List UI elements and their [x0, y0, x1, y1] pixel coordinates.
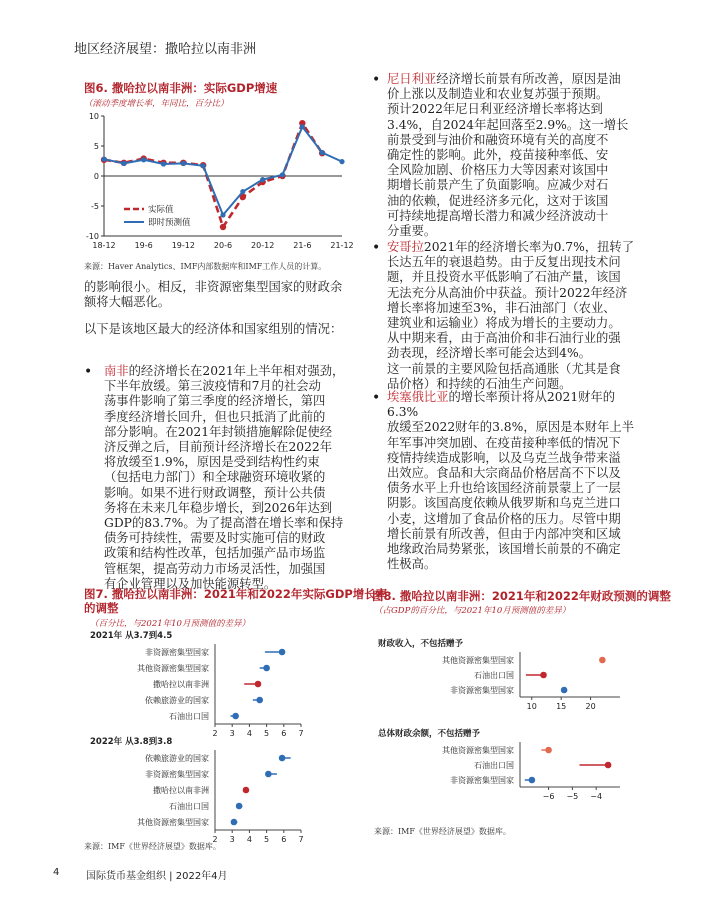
- data-point: [300, 124, 305, 129]
- point-marker: [279, 755, 286, 762]
- text-line: 期增长前景产生了负面影响。应减少对石: [387, 178, 609, 193]
- fig8-title: 图8. 撒哈拉以南非洲：2021年和2022年财政预测的调整: [372, 589, 671, 603]
- panel-title: 2022年 从3.8到3.8: [90, 737, 173, 747]
- fig7-subtitle: （百分比，与2021年10月预测值的差异）: [90, 619, 250, 629]
- x-tick-label: 21-6: [293, 241, 312, 250]
- x-tick-label: 20-12: [251, 241, 275, 250]
- text-line: 品价格）和持续的石油生产问题。: [387, 376, 572, 391]
- x-tick-label: 18-12: [92, 241, 116, 250]
- text-line: 债务水平上升也给该国经济前景蒙上了一层: [387, 481, 621, 496]
- data-point: [181, 161, 186, 166]
- text-line: 济反弹之后，目前预计经济增长在2022年: [104, 440, 333, 455]
- panel-title: 2021年 从3.7到4.5: [90, 631, 173, 641]
- point-marker: [236, 803, 243, 810]
- point-marker: [231, 819, 238, 826]
- point-marker: [529, 777, 536, 784]
- y-tick-label: 0: [93, 172, 99, 181]
- text-line: 预计2022年尼日利亚经济增长率将达到: [387, 102, 603, 117]
- bullet-angola-text: [387, 240, 634, 391]
- data-point: [260, 177, 265, 182]
- x-tick-label: 20: [585, 702, 596, 711]
- country-name-south-africa: 南非: [104, 364, 129, 378]
- data-point: [240, 189, 245, 194]
- text-line: 前景受到与油价和融资环境有关的高度不: [387, 132, 609, 147]
- x-tick-label: 3: [229, 729, 235, 738]
- text-line: 的增长率预计将从2021财年的6.3%: [387, 390, 616, 420]
- text-line: 季度经济增长回升，但也只抵消了此前的: [104, 409, 326, 424]
- bullet-dot-angola: •: [372, 240, 381, 256]
- x-tick-label: 6: [281, 835, 287, 844]
- text-line: （包括电力部门）和全球融资环境收紧的: [104, 470, 326, 485]
- bullet-dot-nigeria: •: [372, 72, 381, 88]
- text-line: 从中期来看，由于高油价和非石油行业的强: [387, 331, 621, 346]
- y-tick-label: 5: [93, 142, 99, 151]
- left-paragraph-1: 的影响很小。相反，非资源密集型国家的财政余额将大幅恶化。: [84, 280, 343, 310]
- panel-title: 财政收入，不包括赠予: [378, 639, 464, 649]
- row-label: 石油出口国: [474, 671, 514, 680]
- x-tick-label: 19-12: [171, 241, 195, 250]
- x-tick-label: −4: [590, 792, 603, 801]
- country-name-angola: 安哥拉: [387, 240, 424, 254]
- data-point: [280, 172, 285, 177]
- panel-title: 总体财政余额，不包括赠予: [378, 729, 481, 739]
- text-line: 增长前景有所改善，但由于内部冲突和区域: [387, 526, 621, 541]
- row-label: 依赖旅游业的国家: [145, 754, 209, 763]
- row-label: 依赖旅游业的国家: [145, 696, 209, 705]
- text-line: 这一前景的主要风险包括高通胀（尤其是食: [387, 361, 621, 376]
- text-line: 影响。如果不进行财政调整，预计公共债: [104, 485, 326, 500]
- text-line: 建筑业和运输业）将成为增长的主要动力。: [387, 316, 621, 331]
- point-marker: [232, 713, 239, 720]
- y-tick-label: -10: [85, 232, 99, 241]
- series-line-0: [104, 123, 322, 227]
- text-line: 疫情持续造成影响，以及乌克兰战争带来溢: [387, 450, 621, 465]
- x-tick-label: 3: [229, 835, 235, 844]
- point-marker: [561, 687, 568, 694]
- text-line: 荡事件影响了第三季度的经济增长，第四: [104, 394, 326, 409]
- text-line: 年军事冲突加剧、在疫苗接种率低的情况下: [387, 435, 621, 450]
- data-point: [161, 161, 166, 166]
- fig7-source: 来源：IMF《世界经济展望》数据库。: [84, 842, 221, 851]
- text-line: 将放缓至1.9%，原因是受到结构性约束: [104, 455, 320, 470]
- row-label: 石油出口国: [169, 802, 209, 811]
- text-line: 确定性的影响。此外，疫苗接种率低、安: [387, 148, 609, 163]
- text-line: 题，并且投资水平低影响了石油产量，该国: [387, 270, 621, 285]
- text-line: GDP的83.7%。为了提高潜在增长率和保持: [104, 516, 344, 531]
- x-tick-label: 6: [281, 729, 287, 738]
- row-label: 非资源密集型国家: [450, 776, 514, 785]
- point-marker: [265, 771, 272, 778]
- text-line: 油的依赖，促进经济多元化，这对于该国: [387, 193, 609, 208]
- series-line-1: [104, 127, 342, 215]
- text-line: 阴影。该国高度依赖从俄罗斯和乌克兰进口: [387, 496, 621, 511]
- row-label: 石油出口国: [474, 761, 514, 770]
- x-tick-label: 5: [264, 729, 270, 738]
- x-tick-label: 10: [526, 702, 537, 711]
- text-line: 长达五年的衰退趋势。由于反复出现技术问: [387, 255, 621, 270]
- fig7-chart: [84, 628, 354, 844]
- data-point: [339, 159, 344, 164]
- bullet-ethiopia: [387, 390, 637, 572]
- bullet-south-africa-text: [104, 364, 344, 591]
- row-label: 撒哈拉以南非洲: [153, 786, 209, 795]
- row-label: 非资源密集型国家: [450, 686, 514, 695]
- x-tick-label: −5: [566, 792, 579, 801]
- x-tick-label: 5: [264, 835, 270, 844]
- row-label: 其他资源密集型国家: [442, 656, 514, 665]
- x-tick-label: 4: [246, 729, 252, 738]
- text-line: 放缓至2022财年的3.8%，原因是本财年上半: [387, 420, 634, 435]
- text-line: 3.4%，自2024年起回落至2.9%。这一增长: [387, 117, 629, 132]
- text-line: 可持续地提高增长潜力和减少经济波动十: [387, 208, 609, 223]
- fig7-title-line1: 图7. 撒哈拉以南非洲：2021年和2022年实际GDP增长率: [84, 587, 388, 601]
- data-point: [141, 157, 146, 162]
- point-marker: [243, 787, 250, 794]
- point-marker: [279, 649, 286, 656]
- text-line: 2021年的经济增长率为0.7%，扭转了: [423, 240, 635, 254]
- footer-text: 国际货币基金组织 | 2022年4月: [86, 871, 228, 882]
- fig6-subtitle: （滚动季度增长率，年同比，百分比）: [84, 99, 229, 109]
- data-point: [121, 161, 126, 166]
- x-tick-label: −6: [542, 792, 555, 801]
- page-number: 4: [53, 867, 60, 878]
- text-line: 增长率将加速至3%，非石油部门（农业、: [387, 300, 616, 315]
- bullet-dot-sa: •: [84, 364, 93, 380]
- point-marker: [255, 681, 262, 688]
- text-line: 管框架，提高劳动力市场灵活性，加强国: [104, 561, 326, 576]
- x-tick-label: 21-12: [330, 241, 354, 250]
- row-label: 非资源密集型国家: [145, 648, 209, 657]
- row-label: 石油出口国: [169, 712, 209, 721]
- fig8-chart: [374, 628, 634, 818]
- country-name-nigeria: 尼日利亚: [387, 72, 437, 86]
- data-point: [101, 157, 106, 162]
- point-marker: [263, 665, 270, 672]
- x-tick-label: 7: [298, 835, 304, 844]
- text-line: 务将在未来几年稳步增长，到2026年达到: [104, 500, 333, 515]
- row-label: 非资源密集型国家: [145, 770, 209, 779]
- text-line: 劲表现，经济增长率可能会达到4%。: [387, 346, 591, 361]
- country-name-ethiopia: 埃塞俄比亚: [387, 390, 449, 404]
- point-marker: [605, 762, 612, 769]
- text-line: 分重要。: [387, 224, 437, 239]
- bullet-nigeria: [387, 72, 637, 239]
- text-line: 债务可持续性，需要及时实施可信的财政: [104, 531, 326, 546]
- text-line: 经济增长前景有所改善，原因是油: [436, 72, 621, 86]
- legend-label-actual: 实际值: [148, 205, 174, 215]
- point-marker: [545, 747, 552, 754]
- point-marker: [599, 657, 606, 664]
- text-line: 政策和结构性改革，包括加强产品市场监: [104, 546, 326, 561]
- data-point: [201, 163, 206, 168]
- row-label: 其他资源密集型国家: [442, 746, 514, 755]
- x-tick-label: 7: [298, 729, 304, 738]
- y-tick-label: 10: [88, 112, 99, 121]
- row-label: 撒哈拉以南非洲: [153, 680, 209, 689]
- bullet-south-africa: [104, 364, 354, 592]
- text-line: 小麦，这增加了食品价格的压力。尽管中期: [387, 511, 621, 526]
- text-line: 地缘政治局势紧张，该国增长前景的不确定: [387, 542, 621, 557]
- x-tick-label: 20-6: [213, 241, 233, 250]
- text-line: 无法充分从高油价中获益。预计2022年经济: [387, 285, 628, 300]
- fig6-source: 来源：Haver Analytics、IMF内部数据库和IMF工作人员的计算。: [84, 262, 327, 271]
- text-line: 部分影响。在2021年封锁措施解除促使经: [104, 424, 333, 439]
- row-label: 其他资源密集型国家: [137, 818, 209, 827]
- bullet-nigeria-text: [387, 72, 628, 238]
- left-paragraph-2: 以下是该地区最大的经济体和国家组别的情况：: [84, 322, 343, 336]
- row-label: 其他资源密集型国家: [137, 664, 209, 673]
- text-line: 价上涨以及制造业和农业复苏强于预期。: [387, 87, 609, 102]
- bullet-ethiopia-text: [387, 390, 634, 571]
- point-marker: [540, 672, 547, 679]
- fig6-title: 图6. 撒哈拉以南非洲：实际GDP增速: [84, 81, 278, 95]
- x-tick-label: 19-6: [134, 241, 153, 250]
- text-line: 有企业管理以及加快能源转型。: [104, 576, 277, 591]
- x-tick-label: 2: [212, 835, 218, 844]
- text-line: 出效应。食品和大宗商品价格居高不下以及: [387, 466, 621, 481]
- point-marker: [256, 697, 263, 704]
- fig8-source: 来源：IMF《世界经济展望》数据库。: [374, 827, 511, 836]
- page-header: 地区经济展望：撒哈拉以南非洲: [74, 42, 257, 57]
- bullet-angola: [387, 240, 637, 392]
- text-line: 下半年放缓。第三波疫情和7月的社会动: [104, 379, 321, 394]
- legend-label-nowcast: 即时预测值: [148, 218, 191, 228]
- text-line: 全风险加剧、价格压力大等因素对该国中: [387, 163, 609, 178]
- data-point: [220, 212, 225, 217]
- data-point: [220, 224, 226, 230]
- x-tick-label: 4: [246, 835, 252, 844]
- text-line: 性极高。: [387, 557, 437, 572]
- fig8-subtitle: （占GDP的百分比，与2021年10月预测值的差异）: [374, 606, 571, 616]
- x-tick-label: 15: [556, 702, 567, 711]
- x-tick-label: 2: [212, 729, 218, 738]
- y-tick-label: -5: [91, 202, 99, 211]
- text-line: 的经济增长在2021年上半年相对强劲，: [128, 364, 345, 378]
- data-point: [320, 150, 325, 155]
- bullet-dot-ethiopia: •: [372, 390, 381, 406]
- fig6-chart: [80, 108, 354, 258]
- fig7-title-line2: 的调整: [84, 601, 119, 615]
